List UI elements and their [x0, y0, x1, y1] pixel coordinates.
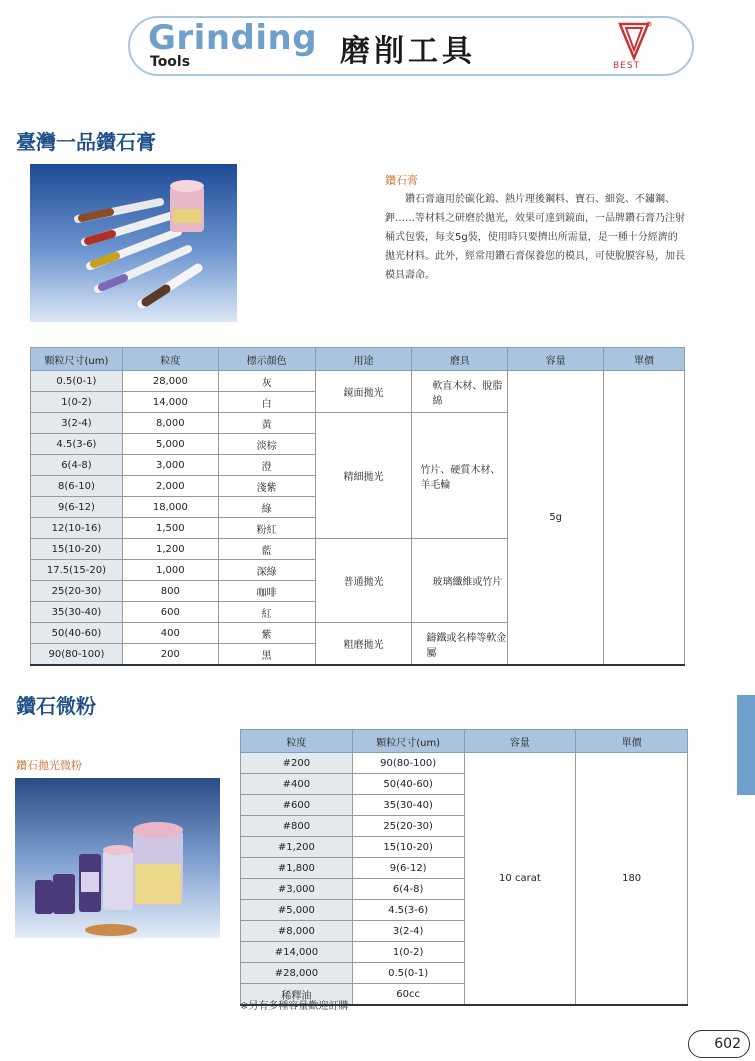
table-row	[241, 753, 688, 774]
cell-grit: 200	[122, 644, 218, 666]
cell-tool: 玻璃纖維或竹片	[412, 539, 508, 623]
cell-grit: 稀釋油	[241, 984, 353, 1006]
cell-size: 15(10-20)	[31, 539, 123, 560]
cell-color: 咖啡	[218, 581, 315, 602]
cell-grit: 1,500	[122, 518, 218, 539]
cell-grit: #14,000	[241, 942, 353, 963]
cell-color: 粉紅	[218, 518, 315, 539]
cell-grit: #1,800	[241, 858, 353, 879]
cell-size: 8(6-10)	[31, 476, 123, 497]
cell-use: 鏡面拋光	[315, 371, 412, 413]
cell-color: 淺紫	[218, 476, 315, 497]
cell-grit: 1,200	[122, 539, 218, 560]
cell-size: 1(0-2)	[352, 942, 464, 963]
cell-color: 灰	[218, 371, 315, 392]
col-header-capacity: 容量	[464, 730, 576, 753]
diamond-paste-table	[30, 347, 685, 666]
page-number: 602	[688, 1030, 750, 1058]
diamond-powder-photo	[15, 778, 220, 938]
cell-grit: 800	[122, 581, 218, 602]
cell-size: 9(6-12)	[352, 858, 464, 879]
table-row	[31, 371, 685, 392]
cell-color: 黑	[218, 644, 315, 666]
cell-grit: #400	[241, 774, 353, 795]
cell-grit: #200	[241, 753, 353, 774]
cell-size: 0.5(0-1)	[31, 371, 123, 392]
cell-size: 15(10-20)	[352, 837, 464, 858]
section-title-diamond-powder: 鑽石微粉	[16, 694, 96, 718]
header-title-zh: 磨削工具	[340, 34, 476, 69]
cell-capacity: 5g	[508, 371, 604, 666]
cell-grit: #1,200	[241, 837, 353, 858]
cell-size: 1(0-2)	[31, 392, 123, 413]
cell-size: 60cc	[352, 984, 464, 1006]
intro-body: 鑽石膏適用於碳化鎢、熱片理後鋼料、寶石、細瓷、不鏽鋼、鉀……等材料之研磨於拋光，效果可達到鏡面，一品牌鑽石膏乃注射桶式包裝，每支5g裝，使用時只要擠出所需量，是一種十分經濟的拋光材料。此外，經常用鑽石膏保養您的模具，可使脫膜容易，加長模具壽命。	[385, 194, 685, 281]
cell-color: 深綠	[218, 560, 315, 581]
header-title-en: Grinding	[148, 18, 318, 58]
cell-color: 藍	[218, 539, 315, 560]
cell-size: 25(20-30)	[31, 581, 123, 602]
cell-grit: 1,000	[122, 560, 218, 581]
cell-grit: #5,000	[241, 900, 353, 921]
cell-size: 3(2-4)	[31, 413, 123, 434]
col-header-color: 標示顏色	[218, 348, 315, 371]
col-header-size: 顆粒尺寸(um)	[352, 730, 464, 753]
cell-color: 淡棕	[218, 434, 315, 455]
logo-text: BEST	[613, 61, 641, 71]
cell-color: 綠	[218, 497, 315, 518]
cell-tool: 鑄鐵或名棒等軟金屬	[412, 623, 508, 666]
cell-size: 35(30-40)	[31, 602, 123, 623]
cell-size: 4.5(3-6)	[31, 434, 123, 455]
cell-color: 紅	[218, 602, 315, 623]
cell-size: 0.5(0-1)	[352, 963, 464, 984]
col-header-use: 用途	[315, 348, 412, 371]
cell-size: 4.5(3-6)	[352, 900, 464, 921]
cell-size: 90(80-100)	[31, 644, 123, 666]
cell-use: 普通拋光	[315, 539, 412, 623]
cell-color: 紫	[218, 623, 315, 644]
col-header-price: 單價	[576, 730, 688, 753]
cell-size: 17.5(15-20)	[31, 560, 123, 581]
cell-grit: 2,000	[122, 476, 218, 497]
cell-size: 12(10-16)	[31, 518, 123, 539]
cell-grit: #600	[241, 795, 353, 816]
col-header-capacity: 容量	[508, 348, 604, 371]
cell-grit: #3,000	[241, 879, 353, 900]
cell-grit: #800	[241, 816, 353, 837]
cell-use: 精細拋光	[315, 413, 412, 539]
cell-size: 90(80-100)	[352, 753, 464, 774]
cell-grit: 28,000	[122, 371, 218, 392]
section-subtitle-polishing-powder: 鑽石拋光微粉	[16, 759, 82, 772]
cell-grit: 18,000	[122, 497, 218, 518]
cell-tool: 軟直木材、脫脂綿	[412, 371, 508, 413]
cell-color: 澄	[218, 455, 315, 476]
cell-size: 50(40-60)	[31, 623, 123, 644]
cell-capacity: 10 carat	[464, 753, 576, 1006]
cell-grit: 600	[122, 602, 218, 623]
footnote: ※另有多種容量歡迎訂購	[240, 1001, 349, 1012]
intro-title: 鑽石膏	[385, 174, 418, 187]
cell-grit: 5,000	[122, 434, 218, 455]
col-header-grit: 粒度	[122, 348, 218, 371]
cell-size: 35(30-40)	[352, 795, 464, 816]
cell-size: 50(40-60)	[352, 774, 464, 795]
header-subtitle-en: Tools	[150, 54, 191, 70]
col-header-price: 單價	[604, 348, 685, 371]
cell-grit: 3,000	[122, 455, 218, 476]
cell-grit: 8,000	[122, 413, 218, 434]
diamond-powder-table	[240, 729, 688, 1006]
cell-price	[604, 371, 685, 666]
cell-size: 3(2-4)	[352, 921, 464, 942]
cell-grit: #28,000	[241, 963, 353, 984]
col-header-grit: 粒度	[241, 730, 353, 753]
col-header-tool: 磨具	[412, 348, 508, 371]
col-header-size: 顆粒尺寸(um)	[31, 348, 123, 371]
cell-color: 黃	[218, 413, 315, 434]
cell-grit: 400	[122, 623, 218, 644]
diamond-paste-photo	[30, 164, 237, 322]
cell-tool: 竹片、硬質木材、羊毛輪	[412, 413, 508, 539]
section-title-diamond-paste: 臺灣一品鑽石膏	[16, 130, 156, 154]
cell-grit: 14,000	[122, 392, 218, 413]
cell-color: 白	[218, 392, 315, 413]
cell-use: 粗磨拋光	[315, 623, 412, 666]
cell-grit: #8,000	[241, 921, 353, 942]
cell-size: 9(6-12)	[31, 497, 123, 518]
cell-size: 25(20-30)	[352, 816, 464, 837]
cell-size: 6(4-8)	[352, 879, 464, 900]
cell-size: 6(4-8)	[31, 455, 123, 476]
cell-price: 180	[576, 753, 688, 1006]
side-tab-marker	[737, 695, 755, 795]
